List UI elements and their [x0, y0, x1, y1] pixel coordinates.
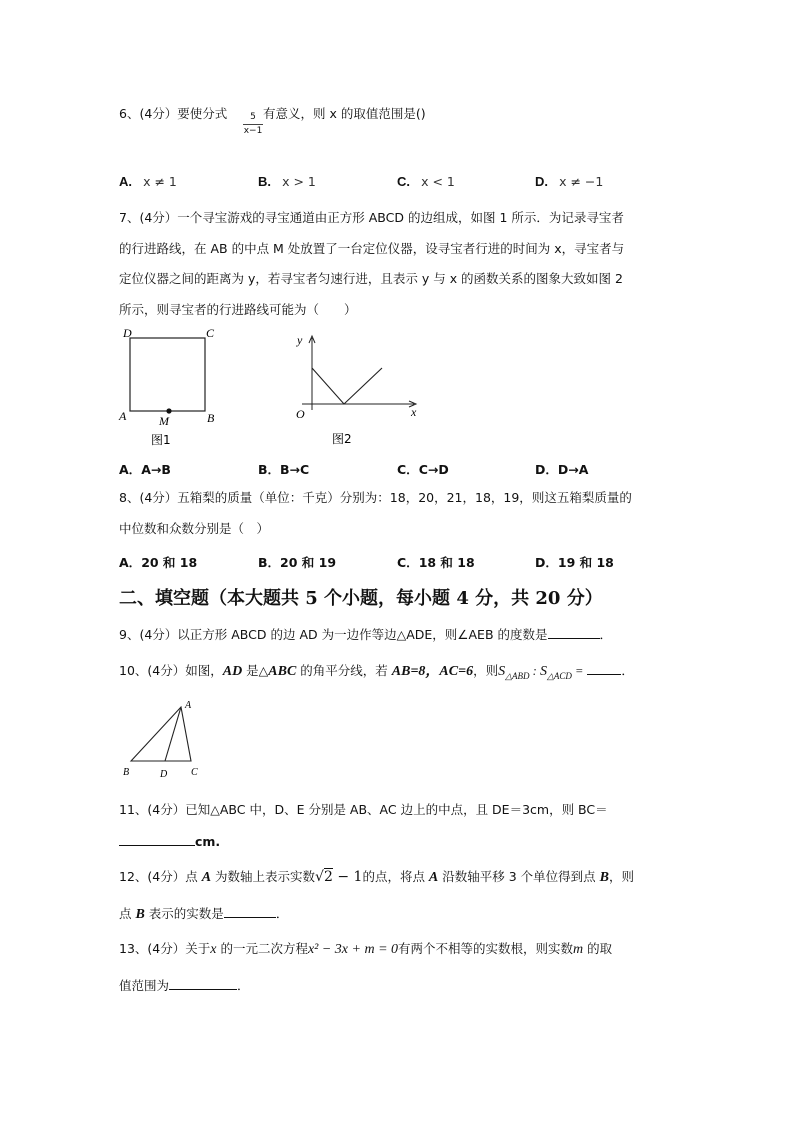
q13-prefix: 13、(4分）关于: [119, 941, 211, 956]
q6-frac-den: x−1: [243, 126, 263, 136]
q10-end: ．: [621, 663, 634, 678]
q12-mid3: 沿数轴平移 3 个单位得到点: [438, 869, 600, 884]
q13-m: m: [573, 942, 584, 957]
q7-figure-2: [290, 330, 425, 450]
q12-mid: 为数轴上表示实数: [211, 869, 316, 884]
q13-line1: [119, 941, 612, 958]
label-y: y: [297, 333, 303, 347]
q7-option-b[interactable]: B．B→C: [258, 462, 310, 477]
point-m: [166, 408, 171, 413]
q12-b2: B: [135, 907, 145, 922]
label-c: C: [206, 326, 215, 340]
q11-line1: 11、(4分）已知△ABC 中，D、E 分别是 AB、AC 边上的中点，且 DE＝3cm，则 BC＝: [119, 802, 608, 817]
q12-minus: − 1: [332, 869, 363, 885]
q10-ab-ac: AB=8，AC=6: [391, 664, 474, 679]
section-2-title: 二、填空题（本大题共 5 个小题，每小题 4 分，共 20 分）: [119, 588, 603, 609]
q12-line2-prefix: 点: [119, 906, 136, 921]
q10-s2: [540, 664, 572, 679]
q12-line2-end: ．: [275, 906, 289, 921]
q12-answer-blank[interactable]: [224, 905, 276, 918]
q7-option-c[interactable]: C．C→D: [397, 462, 449, 477]
label-d: D: [160, 769, 168, 780]
q6-suffix-wrap: [263, 106, 426, 122]
square-abcd: [130, 338, 205, 411]
label-b: B: [207, 411, 215, 425]
q12-line1: [119, 869, 634, 886]
q13-mid2: 有两个不相等的实数根，则实数: [398, 941, 574, 956]
q6-option-c[interactable]: C. x < 1: [397, 174, 455, 189]
label-c: C: [191, 767, 198, 778]
q10-ad: AD: [222, 664, 243, 679]
q10-eq: =: [571, 664, 584, 678]
q6-stem: [119, 106, 227, 122]
figure-2-caption: 图2: [332, 432, 352, 446]
q7-option-a[interactable]: A．A→B: [119, 462, 171, 477]
q13-line2: [119, 977, 250, 994]
q6-option-b[interactable]: B. x > 1: [258, 174, 316, 189]
q7-line2: 的行进路线，在 AB 的中点 M 处放置了一台定位仪器，设寻宝者行进的时间为 x，寻宝者与: [119, 241, 625, 256]
q7-line1: 7、(4分）一个寻宝游戏的寻宝通道由正方形 ABCD 的边组成，如图 1 所示．为记录寻宝者: [119, 210, 624, 225]
q11-answer-blank[interactable]: [119, 833, 195, 846]
q13-line2-text: 值范围为: [119, 978, 170, 993]
q6-option-a[interactable]: A. x ≠ 1: [119, 174, 177, 189]
q10-s2-letter: S: [539, 664, 547, 679]
q10-colon: :: [529, 664, 540, 678]
q6-frac-num: 5: [250, 112, 256, 122]
q13-equation: x² − 3x + m = 0: [307, 942, 399, 957]
label-a: A: [185, 700, 192, 711]
graph-line: [312, 368, 382, 404]
q12-end1: ，则: [608, 869, 634, 884]
q7-option-d[interactable]: D．D→A: [535, 462, 589, 477]
q10-mid3: ，则: [473, 663, 499, 678]
q10-figure: [115, 697, 215, 785]
q9: [119, 626, 612, 643]
q12-b: B: [599, 870, 609, 885]
q10-abc: ABC: [268, 664, 297, 679]
q12-line2-mid: 表示的实数是: [144, 906, 224, 921]
q12-line2: [119, 905, 288, 923]
triangle-abc: [131, 707, 191, 761]
q12-a: A: [201, 870, 212, 885]
q13-answer-blank[interactable]: [169, 977, 237, 990]
q6-fraction: [243, 112, 263, 136]
q10: [119, 662, 634, 684]
q11-unit: cm.: [195, 834, 221, 849]
q10-s1-sub: △ABD: [505, 670, 530, 681]
q9-answer-blank[interactable]: [548, 626, 600, 639]
label-o: O: [296, 407, 305, 421]
q7-line3: 定位仪器之间的距离为 y，若寻宝者匀速行进，且表示 y 与 x 的函数关系的图象大致如图 2: [119, 271, 623, 286]
q10-s2-sub: △ACD: [546, 670, 572, 681]
q12-a2: A: [428, 870, 439, 885]
q6-suffix: 有意义，则 x 的取值范围是(): [263, 106, 426, 121]
q9-end: ．: [599, 627, 613, 642]
q8-option-a[interactable]: A．20 和 18: [119, 555, 198, 570]
q10-s1-letter: S: [498, 664, 506, 679]
q8-line2: 中位数和众数分别是（ ）: [119, 521, 270, 536]
figure-1-caption: 图1: [151, 433, 171, 447]
label-d: D: [123, 326, 132, 340]
q12-sqrt: √2 − 1: [315, 869, 363, 885]
label-a: A: [119, 409, 127, 423]
q10-mid: 是△: [242, 663, 269, 678]
q6-frac-bar: [243, 124, 263, 125]
label-m: M: [159, 414, 169, 428]
q9-text: 9、(4分）以正方形 ABCD 的边 AD 为一边作等边△ADE，则∠AEB 的度数是: [119, 627, 548, 642]
q10-mid2: 的角平分线，若: [296, 663, 392, 678]
q11-line2: [119, 833, 220, 850]
q13-line2-end: ．: [237, 978, 250, 993]
q8-option-b[interactable]: B．20 和 19: [258, 555, 337, 570]
q7-figure-1: [115, 322, 225, 450]
q13-mid: 的一元二次方程: [216, 941, 308, 956]
q13-end1: 的取: [583, 941, 613, 956]
q6-prefix: 6、(4分）要使分式: [119, 106, 228, 121]
q8-option-c[interactable]: C．18 和 18: [397, 555, 475, 570]
label-b: B: [123, 767, 130, 778]
q8-option-d[interactable]: D．19 和 18: [535, 555, 614, 570]
q10-prefix: 10、(4分）如图，: [119, 663, 223, 678]
q6-option-d[interactable]: D. x ≠ −1: [535, 174, 604, 189]
q10-s1: [498, 664, 529, 679]
q10-answer-blank[interactable]: [587, 662, 621, 675]
q7-line4: 所示，则寻宝者的行进路线可能为（ ）: [119, 302, 357, 317]
q12-sqrt-num: 2: [323, 869, 333, 885]
label-x: x: [411, 405, 417, 419]
q13-x: x: [210, 942, 217, 957]
q12-mid2: 的点，将点: [362, 869, 429, 884]
q8-line1: 8、(4分）五箱梨的质量（单位：千克）分别为：18，20，21，18，19，则这五箱梨质量的: [119, 490, 632, 505]
q12-prefix: 12、(4分）点: [119, 869, 202, 884]
